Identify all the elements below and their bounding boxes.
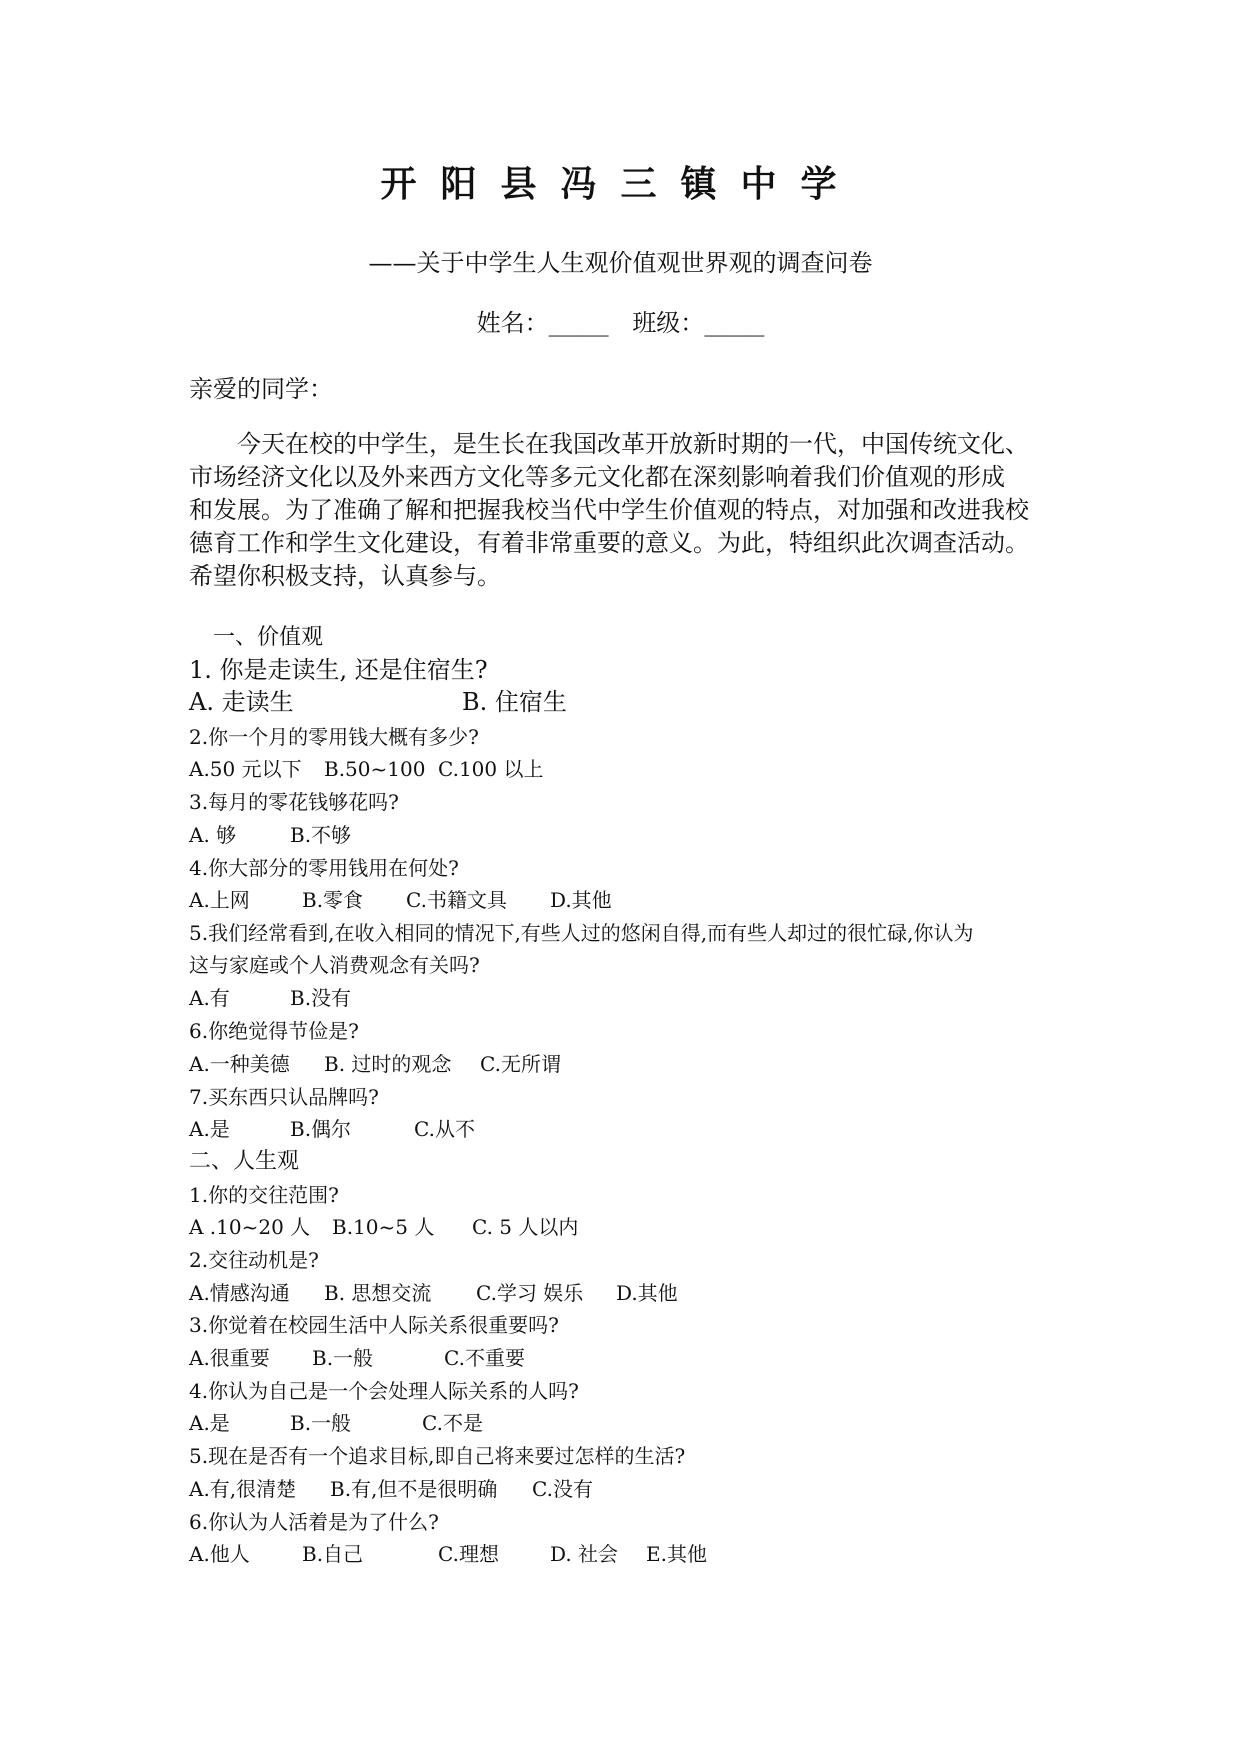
class-blank[interactable]: _____	[704, 309, 765, 337]
option-a[interactable]: A .10~20 人	[189, 1215, 311, 1239]
option-c[interactable]: C. 5 人以内	[472, 1215, 579, 1239]
option-a[interactable]: A. 走读生	[189, 688, 294, 716]
greeting: 亲爱的同学：	[189, 375, 333, 403]
option-e[interactable]: E.其他	[646, 1542, 707, 1566]
document-subtitle: ——关于中学生人生观价值观世界观的调查问卷	[368, 249, 873, 277]
name-class-line	[0, 306, 1241, 340]
option-a[interactable]: A.是	[189, 1411, 230, 1435]
option-d[interactable]: D.其他	[616, 1281, 678, 1305]
option-c[interactable]: C.不是	[422, 1411, 483, 1435]
intro-line: 德育工作和学生文化建设，有着非常重要的意义。为此，特组织此次调查活动。	[189, 529, 1029, 557]
option-a[interactable]: A.有,很清楚	[189, 1477, 297, 1501]
option-b[interactable]: B.偶尔	[290, 1117, 352, 1141]
option-d[interactable]: D.其他	[550, 888, 612, 912]
option-c[interactable]: C.不重要	[444, 1346, 525, 1370]
option-c[interactable]: C.从不	[414, 1117, 475, 1141]
option-a[interactable]: A.一种美德	[189, 1052, 290, 1076]
question-1-6: 6.你绝觉得节俭是?	[189, 1019, 359, 1043]
option-b[interactable]: B.没有	[290, 986, 352, 1010]
option-a[interactable]: A.很重要	[189, 1346, 270, 1370]
option-a[interactable]: A.50 元以下	[189, 757, 302, 781]
option-a[interactable]: A.情感沟通	[189, 1281, 290, 1305]
option-b[interactable]: B. 过时的观念	[324, 1052, 452, 1076]
option-b[interactable]: B.50~100	[324, 757, 426, 781]
option-b[interactable]: B.零食	[302, 888, 364, 912]
question-1-7: 7.买东西只认品牌吗?	[189, 1085, 379, 1109]
option-c[interactable]: C.书籍文具	[406, 888, 507, 912]
option-c[interactable]: C.无所谓	[480, 1052, 561, 1076]
question-1-2: 2.你一个月的零用钱大概有多少?	[189, 725, 479, 749]
question-2-4: 4.你认为自己是一个会处理人际关系的人吗?	[189, 1379, 579, 1403]
option-b[interactable]: B.不够	[290, 823, 352, 847]
option-b[interactable]: B.有,但不是很明确	[330, 1477, 498, 1501]
intro-line: 和发展。为了准确了解和把握我校当代中学生价值观的特点，对加强和改进我校	[189, 496, 1029, 524]
question-1-5: 5.我们经常看到,在收入相同的情况下,有些人过的悠闲自得,而有些人却过的很忙碌,你认为	[189, 921, 974, 945]
question-2-6: 6.你认为人活着是为了什么?	[189, 1510, 439, 1534]
question-2-5: 5.现在是否有一个追求目标,即自己将来要过怎样的生活?	[189, 1444, 686, 1468]
option-b[interactable]: B.一般	[290, 1411, 352, 1435]
intro-paragraph	[189, 428, 1069, 593]
option-a[interactable]: A.是	[189, 1117, 230, 1141]
option-a[interactable]: A.他人	[189, 1542, 250, 1566]
document-title: 开阳县冯三镇中学	[380, 163, 861, 205]
option-a[interactable]: A.上网	[189, 888, 250, 912]
question-2-3: 3.你觉着在校园生活中人际关系很重要吗?	[189, 1313, 559, 1337]
class-label: 班级：	[632, 309, 705, 337]
name-label: 姓名：	[476, 309, 549, 337]
option-b[interactable]: B.10~5 人	[332, 1215, 435, 1239]
question-2-1: 1.你的交往范围?	[189, 1183, 339, 1207]
section-heading-life: 二、人生观	[189, 1149, 300, 1174]
section-heading-values: 一、价值观	[213, 625, 324, 650]
option-c[interactable]: C.理想	[438, 1542, 499, 1566]
option-b[interactable]: B. 住宿生	[462, 688, 567, 716]
option-b[interactable]: B. 思想交流	[324, 1281, 432, 1305]
name-blank[interactable]: _____	[548, 309, 609, 337]
option-c[interactable]: C.学习 娱乐	[476, 1281, 584, 1305]
question-2-2: 2.交往动机是?	[189, 1248, 319, 1272]
option-c[interactable]: C.没有	[532, 1477, 593, 1501]
option-c[interactable]: C.100 以上	[438, 757, 544, 781]
question-1-4: 4.你大部分的零用钱用在何处?	[189, 856, 459, 880]
question-1-5-cont: 这与家庭或个人消费观念有关吗?	[189, 953, 480, 977]
intro-line: 市场经济文化以及外来西方文化等多元文化都在深刻影响着我们价值观的形成	[189, 463, 1005, 491]
option-b[interactable]: B.自己	[302, 1542, 364, 1566]
intro-line: 希望你积极支持，认真参与。	[189, 562, 501, 590]
intro-line: 今天在校的中学生，是生长在我国改革开放新时期的一代，中国传统文化、	[237, 430, 1029, 458]
option-b[interactable]: B.一般	[312, 1346, 374, 1370]
option-a[interactable]: A.有	[189, 986, 230, 1010]
option-a[interactable]: A. 够	[189, 823, 237, 847]
question-1-1: 1. 你是走读生, 还是住宿生?	[189, 656, 488, 684]
question-1-3: 3.每月的零花钱够花吗?	[189, 790, 399, 814]
option-d[interactable]: D. 社会	[550, 1542, 619, 1566]
